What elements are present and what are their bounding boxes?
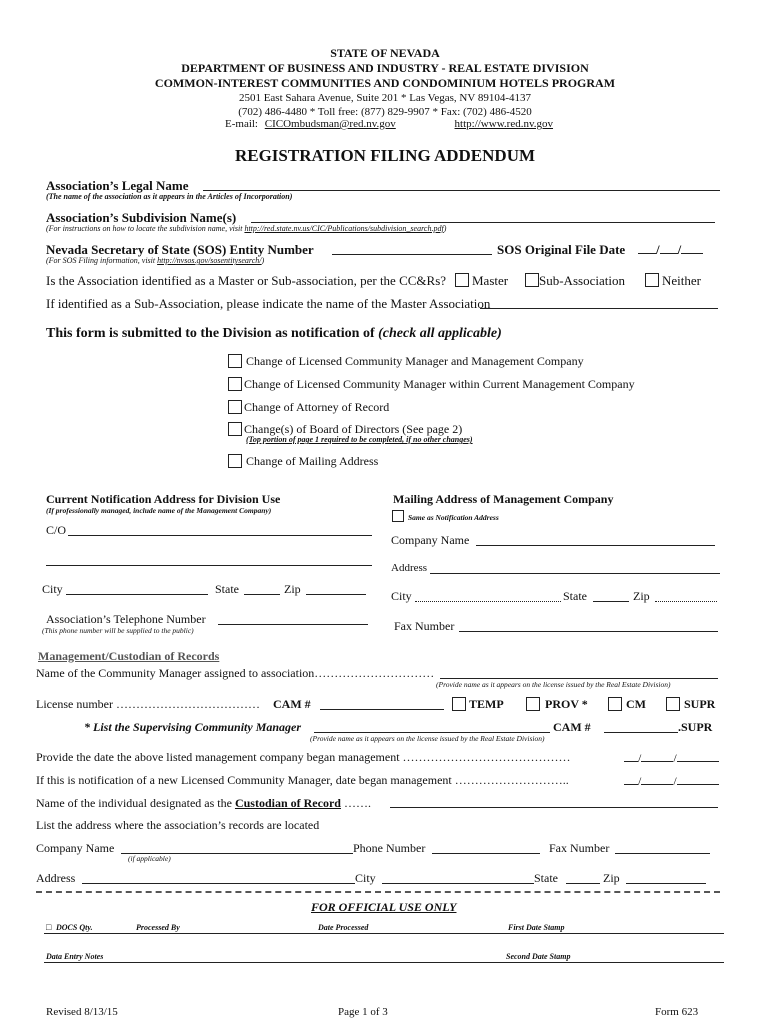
records-company-label: Company Name <box>36 841 115 855</box>
cam-field[interactable] <box>320 709 444 710</box>
option-label-4: Change(s) of Board of Directors (See page 2) <box>244 422 463 436</box>
supervising-cam-field[interactable] <box>604 732 678 733</box>
cm-label: CM <box>626 697 646 711</box>
cam-label: CAM # <box>273 697 311 711</box>
mailing-title: Mailing Address of Management Company <box>393 492 614 506</box>
records-zip-label: Zip <box>603 871 620 885</box>
master-name-field[interactable] <box>480 308 718 309</box>
official-title: FOR OFFICIAL USE ONLY <box>311 900 457 914</box>
neither-label: Neither <box>662 273 701 288</box>
subdivision-link[interactable]: http://red.state.nv.us/CIC/Publications/subdivision_search.pdf <box>244 224 444 233</box>
sos-date-field[interactable]: / / <box>638 242 703 258</box>
header-program: COMMON-INTEREST COMMUNITIES AND CONDOMINIUM HOTELS PROGRAM <box>154 76 616 90</box>
current-street-field[interactable] <box>46 565 372 566</box>
master-name-label: If identified as a Sub-Association, please indicate the name of the Master Association <box>46 296 491 311</box>
records-city-field[interactable] <box>382 883 534 884</box>
footer-form: Form 623 <box>655 1006 699 1018</box>
sos-link[interactable]: http://nvsos.gov/sosentitysearch/ <box>157 256 262 265</box>
option-label-3: Change of Attorney of Record <box>244 400 390 414</box>
processed-by-label: Processed By <box>136 923 180 932</box>
mailing-city-label: City <box>391 589 412 603</box>
supervising-label: * List the Supervising Community Manager <box>84 720 302 734</box>
records-address-label: List the address where the association’s records are located <box>36 818 320 832</box>
phone-note: (This phone number will be supplied to the public) <box>42 626 194 635</box>
official-row-1-line <box>44 933 724 934</box>
mailing-zip-label: Zip <box>633 589 650 603</box>
option-checkbox-5[interactable] <box>228 454 242 468</box>
custodian-label: Name of the individual designated as the Custodian of Record ……. <box>36 796 371 810</box>
first-stamp-label: First Date Stamp <box>508 923 565 932</box>
legal-name-note: (The name of the association as it appears in the Articles of Incorporation) <box>46 192 293 201</box>
records-fax-field[interactable] <box>615 853 710 854</box>
option-checkbox-4[interactable] <box>228 422 242 436</box>
supervising-note: (Provide name as it appears on the license issued by the Real Estate Division) <box>310 734 545 743</box>
records-phone-label: Phone Number <box>353 841 426 855</box>
mailing-city-field[interactable] <box>415 601 561 602</box>
supr-checkbox[interactable] <box>666 697 680 711</box>
records-city-label: City <box>355 871 376 885</box>
license-label: License number ……………………………… <box>36 697 260 711</box>
master-checkbox[interactable] <box>455 273 469 287</box>
mailing-state-field[interactable] <box>593 601 629 602</box>
date-began-field[interactable]: / / <box>624 750 719 766</box>
mailing-state-label: State <box>563 589 587 603</box>
sos-note: (For SOS Filing information, visit http://nvsos.gov/sosentitysearch/) <box>46 256 265 265</box>
official-divider <box>36 891 720 893</box>
header-contact <box>225 118 561 130</box>
date-processed-label: Date Processed <box>318 923 369 932</box>
header-state: STATE OF NEVADA <box>330 46 440 60</box>
records-address-field[interactable] <box>82 883 355 884</box>
sub-association-checkbox[interactable] <box>525 273 539 287</box>
zip-field[interactable] <box>306 594 366 595</box>
email-label: E-mail: <box>225 118 258 130</box>
subdivision-note: (For instructions on how to locate the subdivision name, visit http://red.state.nv.us/CIC/Publications/subdivision_search.pdf) <box>46 224 447 233</box>
neither-checkbox[interactable] <box>645 273 659 287</box>
option-label-1: Change of Licensed Community Manager and Management Company <box>246 354 584 368</box>
records-state-field[interactable] <box>566 883 600 884</box>
header-address: 2501 East Sahara Avenue, Suite 201 * Las Vegas, NV 89104-4137 <box>238 92 532 104</box>
temp-checkbox[interactable] <box>452 697 466 711</box>
form-title: REGISTRATION FILING ADDENDUM <box>234 146 536 165</box>
phone-field[interactable] <box>218 624 368 625</box>
mailing-address-label: Address <box>391 562 428 574</box>
cm-checkbox[interactable] <box>608 697 622 711</box>
temp-label: TEMP <box>469 697 504 711</box>
option-checkbox-3[interactable] <box>228 400 242 414</box>
records-fax-label: Fax Number <box>549 841 610 855</box>
header-phones: (702) 486-4480 * Toll free: (877) 829-9907 * Fax: (702) 486-4520 <box>238 106 532 118</box>
manager-note: (Provide name as it appears on the license issued by the Real Estate Division) <box>436 680 671 689</box>
email-link[interactable]: CICOmbudsman@red.nv.gov <box>264 118 396 130</box>
footer-revised: Revised 8/13/15 <box>46 1006 118 1018</box>
option-label-2: Change of Licensed Community Manager within Current Management Company <box>244 377 635 391</box>
supervising-cam-label: CAM # <box>553 720 591 734</box>
records-phone-field[interactable] <box>432 853 540 854</box>
manager-name-label: Name of the Community Manager assigned to association………………………… <box>36 666 435 680</box>
records-zip-field[interactable] <box>626 883 706 884</box>
co-field[interactable] <box>68 535 372 536</box>
subdivision-label: Association’s Subdivision Name(s) <box>46 210 237 225</box>
new-manager-date-field[interactable]: / / <box>624 773 719 789</box>
state-label: State <box>215 582 239 596</box>
option-checkbox-1[interactable] <box>228 354 242 368</box>
new-manager-label: If this is notification of a new Licensed Community Manager, date began management ……………………….. <box>36 773 569 787</box>
company-name-field[interactable] <box>476 545 715 546</box>
records-address-field-label: Address <box>36 871 76 885</box>
same-as-label: Same as Notification Address <box>408 513 499 522</box>
footer-page: Page 1 of 3 <box>338 1006 388 1018</box>
board-note: (Top portion of page 1 required to be completed, if no other changes) <box>246 435 473 444</box>
supervising-field[interactable] <box>314 732 550 733</box>
header-department: DEPARTMENT OF BUSINESS AND INDUSTRY - REAL ESTATE DIVISION <box>181 61 589 75</box>
company-name-label: Company Name <box>391 533 470 547</box>
current-address-title: Current Notification Address for Division Use <box>46 492 281 506</box>
mailing-address-field[interactable] <box>430 573 720 574</box>
option-checkbox-2[interactable] <box>228 377 242 391</box>
option-label-5: Change of Mailing Address <box>246 454 379 468</box>
sos-label: Nevada Secretary of State (SOS) Entity Number <box>46 242 314 257</box>
manager-name-field[interactable] <box>440 678 718 679</box>
zip-label: Zip <box>284 582 301 596</box>
sub-association-label: Sub-Association <box>539 273 625 288</box>
legal-name-field[interactable] <box>203 190 720 191</box>
master-question: Is the Association identified as a Master or Sub-association, per the CC&Rs? <box>46 273 447 288</box>
master-label: Master <box>472 273 509 288</box>
phone-label: Association’s Telephone Number <box>46 612 206 626</box>
sos-entity-field[interactable] <box>332 254 492 255</box>
city-label: City <box>42 582 63 596</box>
legal-name-label: Association’s Legal Name <box>46 178 189 193</box>
records-heading: Management/Custodian of Records <box>38 649 220 663</box>
city-field[interactable] <box>66 594 208 595</box>
sos-date-label: SOS Original File Date <box>497 242 626 257</box>
official-row-2-line <box>44 962 724 963</box>
fax-label: Fax Number <box>394 619 455 633</box>
fax-field[interactable] <box>459 631 718 632</box>
second-stamp-label: Second Date Stamp <box>506 952 571 961</box>
supervising-supr-label: .SUPR <box>678 720 713 734</box>
same-as-checkbox[interactable] <box>392 510 404 522</box>
if-applicable-note: (if applicable) <box>128 854 171 863</box>
supr-label: SUPR <box>684 697 716 711</box>
mailing-zip-field[interactable] <box>655 601 717 602</box>
records-state-label: State <box>534 871 558 885</box>
website-link[interactable]: http://www.red.nv.gov <box>454 118 554 130</box>
docs-checkbox-icon[interactable]: □ <box>46 922 52 932</box>
state-field[interactable] <box>244 594 280 595</box>
subdivision-field[interactable] <box>251 222 715 223</box>
co-label: C/O <box>46 523 67 537</box>
prov-label: PROV * <box>545 697 588 711</box>
prov-checkbox[interactable] <box>526 697 540 711</box>
current-address-note: (If professionally managed, include name of the Management Company) <box>46 506 272 515</box>
date-began-label: Provide the date the above listed management company began management …………………………………… <box>36 750 571 764</box>
data-entry-label: Data Entry Notes <box>46 952 104 961</box>
notification-heading: This form is submitted to the Division as notification of (check all applicable) <box>46 326 502 341</box>
custodian-field[interactable] <box>390 807 718 808</box>
docs-qty-label: DOCS Qty. <box>56 923 93 932</box>
